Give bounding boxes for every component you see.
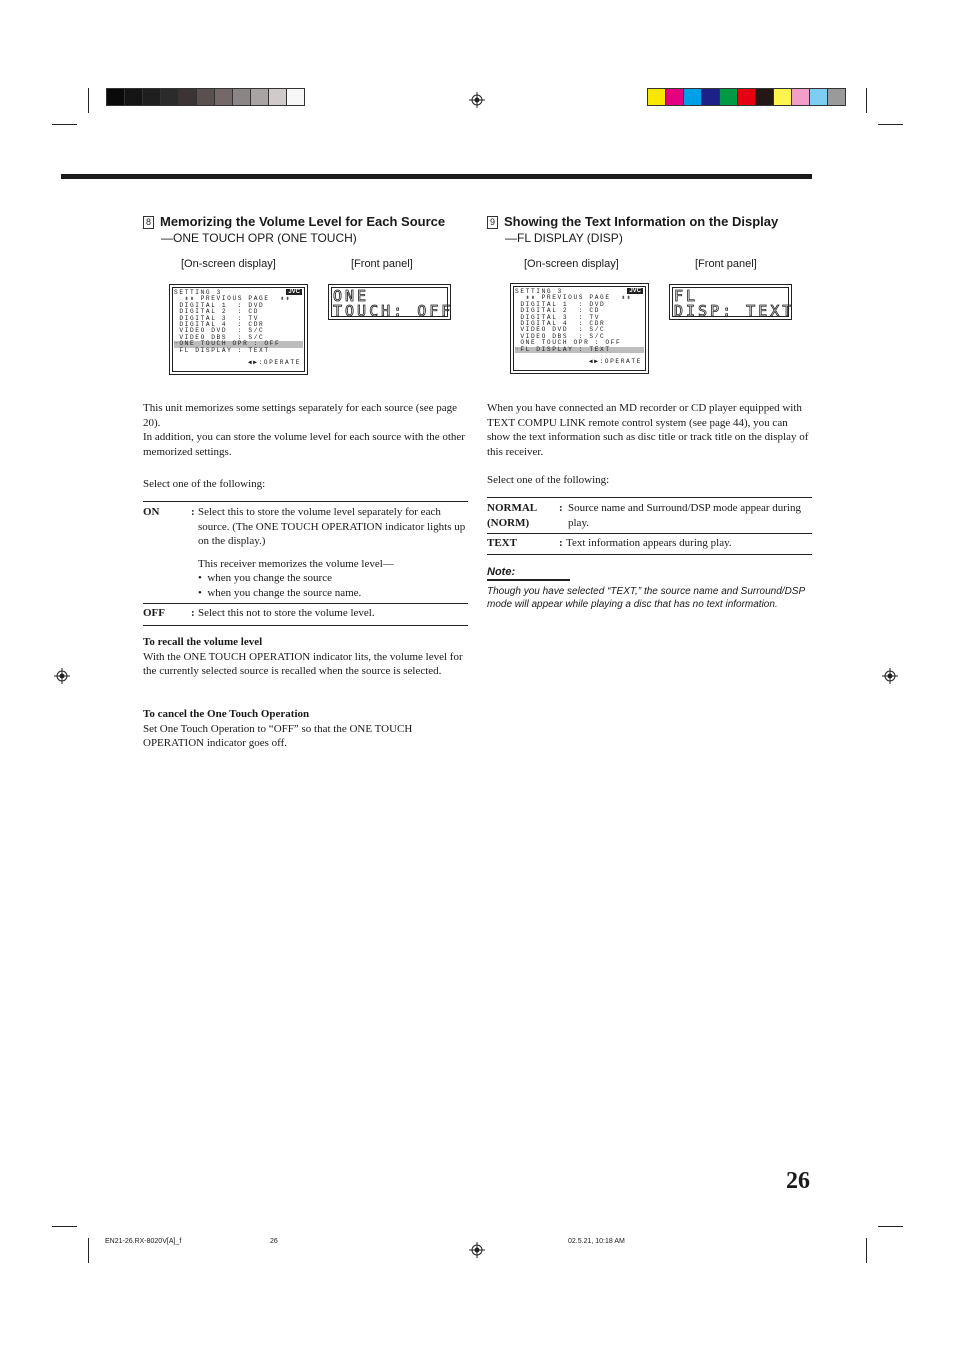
left-intro <box>143 401 467 459</box>
color-swatch <box>809 88 828 106</box>
footer-date: 02.5.21, 10:18 AM <box>568 1238 625 1245</box>
color-swatch <box>755 88 774 106</box>
crop-mark <box>866 88 867 113</box>
osd-row-selected: ☞ONE TOUCH OPR : OFF <box>174 341 303 347</box>
osd-row: VIDEO DVD : S/C <box>174 327 265 335</box>
crop-mark <box>878 124 903 125</box>
option-row <box>487 498 812 534</box>
subheading: —ONE TOUCH OPR (ONE TOUCH) <box>161 231 357 245</box>
color-swatch <box>124 88 143 106</box>
section-number: 8 <box>143 216 154 229</box>
intro-paragraph: In addition, you can store the volume level for each source with the other memorized settings. <box>143 431 465 458</box>
color-swatch <box>665 88 684 106</box>
cancel-text: Set One Touch Operation to “OFF” so that the ONE TOUCH OPERATION indicator goes off. <box>143 722 413 749</box>
bullet-item: • when you change the source <box>198 572 332 584</box>
onscreen-display <box>169 284 308 375</box>
osd-operate: ◀▶:OPERATE <box>588 357 642 365</box>
front-panel-line: DISP: TEXT <box>674 302 795 320</box>
memorizes-text: This receiver memorizes the volume level— <box>198 557 394 570</box>
color-swatch <box>178 88 197 106</box>
crop-mark <box>88 1238 89 1263</box>
osd-row: DIGITAL 2 : CD <box>174 308 260 316</box>
crop-mark <box>866 1238 867 1263</box>
recall-block <box>143 635 465 679</box>
color-swatch <box>701 88 720 106</box>
color-swatches <box>647 88 845 106</box>
right-options-table <box>487 497 812 555</box>
option-row <box>487 534 812 554</box>
color-swatch <box>250 88 269 106</box>
left-section-heading <box>143 214 445 245</box>
intro-paragraph: This unit memorizes some settings separately for each source (see page 20). <box>143 402 457 429</box>
color-swatch <box>827 88 846 106</box>
recall-title: To recall the volume level <box>143 636 263 648</box>
footer-file: EN21-26.RX-8020V[A]_f <box>105 1238 182 1245</box>
front-panel-caption: [Front panel] <box>351 258 413 270</box>
onscreen-caption: [On-screen display] <box>181 258 276 270</box>
osd-row: ONE TOUCH OPR : OFF <box>515 339 622 347</box>
color-swatch <box>647 88 666 106</box>
section-number: 9 <box>487 216 498 229</box>
option-term: ON <box>143 506 160 518</box>
option-desc: Source name and Surround/DSP mode appear during play. <box>568 502 801 529</box>
color-swatch <box>791 88 810 106</box>
osd-row: VIDEO DVD : S/C <box>515 326 606 334</box>
osd-row: DIGITAL 1 : DVD <box>174 301 265 309</box>
crop-mark <box>52 1226 77 1227</box>
osd-row: VIDEO DBS : S/C <box>174 333 265 341</box>
jvc-logo: JVC <box>629 288 641 294</box>
crop-mark <box>878 1226 903 1227</box>
heading-text: Showing the Text Information on the Display <box>504 214 779 229</box>
onscreen-caption: [On-screen display] <box>524 258 619 270</box>
crop-mark <box>52 124 77 125</box>
option-row <box>143 604 468 625</box>
option-desc: Select this not to store the volume level. <box>198 607 375 619</box>
osd-operate: ◀▶:OPERATE <box>247 358 301 366</box>
page-number: 26 <box>786 1168 810 1194</box>
note-title: Note: <box>487 566 516 578</box>
option-term: NORMAL (NORM) <box>487 502 537 529</box>
osd-row: DIGITAL 4 : CDR <box>515 319 606 327</box>
color-swatch <box>719 88 738 106</box>
color-swatch <box>142 88 161 106</box>
color-swatch <box>683 88 702 106</box>
option-desc: Select this to store the volume level separately for each source. (The ONE TOUCH OPERATION indicator lights up on the display.) <box>198 506 466 547</box>
note-underline <box>487 579 570 581</box>
color-swatch <box>214 88 233 106</box>
osd-row: DIGITAL 3 : TV <box>174 314 260 322</box>
color-swatch <box>232 88 251 106</box>
grayscale-swatches <box>106 88 304 106</box>
option-colon: : <box>191 607 195 619</box>
color-swatch <box>106 88 125 106</box>
osd-row: FL DISPLAY : TEXT <box>174 346 270 354</box>
jvc-logo: JVC <box>288 289 300 295</box>
top-rule <box>61 174 812 179</box>
option-row <box>143 502 468 604</box>
footer-page: 26 <box>270 1238 278 1245</box>
color-swatch <box>773 88 792 106</box>
option-colon: : <box>559 502 563 514</box>
recall-text: With the ONE TOUCH OPERATION indicator lits, the volume level for the currently selected source is recalled when the source is selected. <box>143 650 463 677</box>
osd-row: DIGITAL 4 : CDR <box>174 320 265 328</box>
option-term: TEXT <box>487 537 517 549</box>
select-text: Select one of the following: <box>143 478 266 490</box>
crop-mark <box>88 88 89 113</box>
registration-mark-icon <box>54 668 70 684</box>
cancel-title: To cancel the One Touch Operation <box>143 708 310 720</box>
bullet-item: • when you change the source name. <box>198 586 362 599</box>
osd-row-selected: ☞FL DISPLAY : TEXT <box>515 347 644 353</box>
right-section-heading <box>487 214 778 245</box>
front-panel-line: TOUCH: OFF <box>333 302 454 320</box>
front-panel-display <box>669 284 795 320</box>
color-swatch <box>286 88 305 106</box>
color-swatch <box>160 88 179 106</box>
osd-row: DIGITAL 3 : TV <box>515 313 601 321</box>
front-panel-line: FL <box>674 287 699 305</box>
subheading: —FL DISPLAY (DISP) <box>505 231 623 245</box>
left-options-table <box>143 501 468 626</box>
osd-row: ⇞⇟ PREVIOUS PAGE ⇞⇟ <box>515 294 632 302</box>
registration-mark-icon <box>882 668 898 684</box>
option-term: OFF <box>143 607 165 619</box>
note-block <box>487 566 812 611</box>
osd-row: DIGITAL 1 : DVD <box>515 300 606 308</box>
front-panel-display <box>328 284 454 320</box>
front-panel-caption: [Front panel] <box>695 258 757 270</box>
osd-title: SETTING 3 <box>174 289 222 296</box>
color-swatch <box>737 88 756 106</box>
osd-row: ⇞⇟ PREVIOUS PAGE ⇞⇟ <box>174 295 291 303</box>
option-colon: : <box>191 506 195 518</box>
onscreen-display <box>510 283 649 374</box>
note-text: Though you have selected “TEXT,” the source name and Surround/DSP mode will appear while playing a disc that has no text information. <box>487 586 805 610</box>
option-desc: Text information appears during play. <box>566 537 732 549</box>
osd-row: VIDEO DBS : S/C <box>515 332 606 340</box>
color-swatch <box>196 88 215 106</box>
cancel-block <box>143 707 465 751</box>
color-swatch <box>268 88 287 106</box>
front-panel-line: ONE <box>333 287 370 305</box>
registration-mark-icon <box>469 1242 485 1258</box>
option-colon: : <box>559 537 563 549</box>
select-text: Select one of the following: <box>487 474 610 486</box>
right-intro: When you have connected an MD recorder or CD player equipped with TEXT COMPU LINK remote control system (see page 44), you can show the text information such as disc title or track title on the display of this receiver. <box>487 402 809 458</box>
osd-row: DIGITAL 2 : CD <box>515 307 601 315</box>
heading-text: Memorizing the Volume Level for Each Source <box>160 214 446 229</box>
registration-mark-icon <box>469 92 485 108</box>
osd-title: SETTING 3 <box>515 288 563 295</box>
